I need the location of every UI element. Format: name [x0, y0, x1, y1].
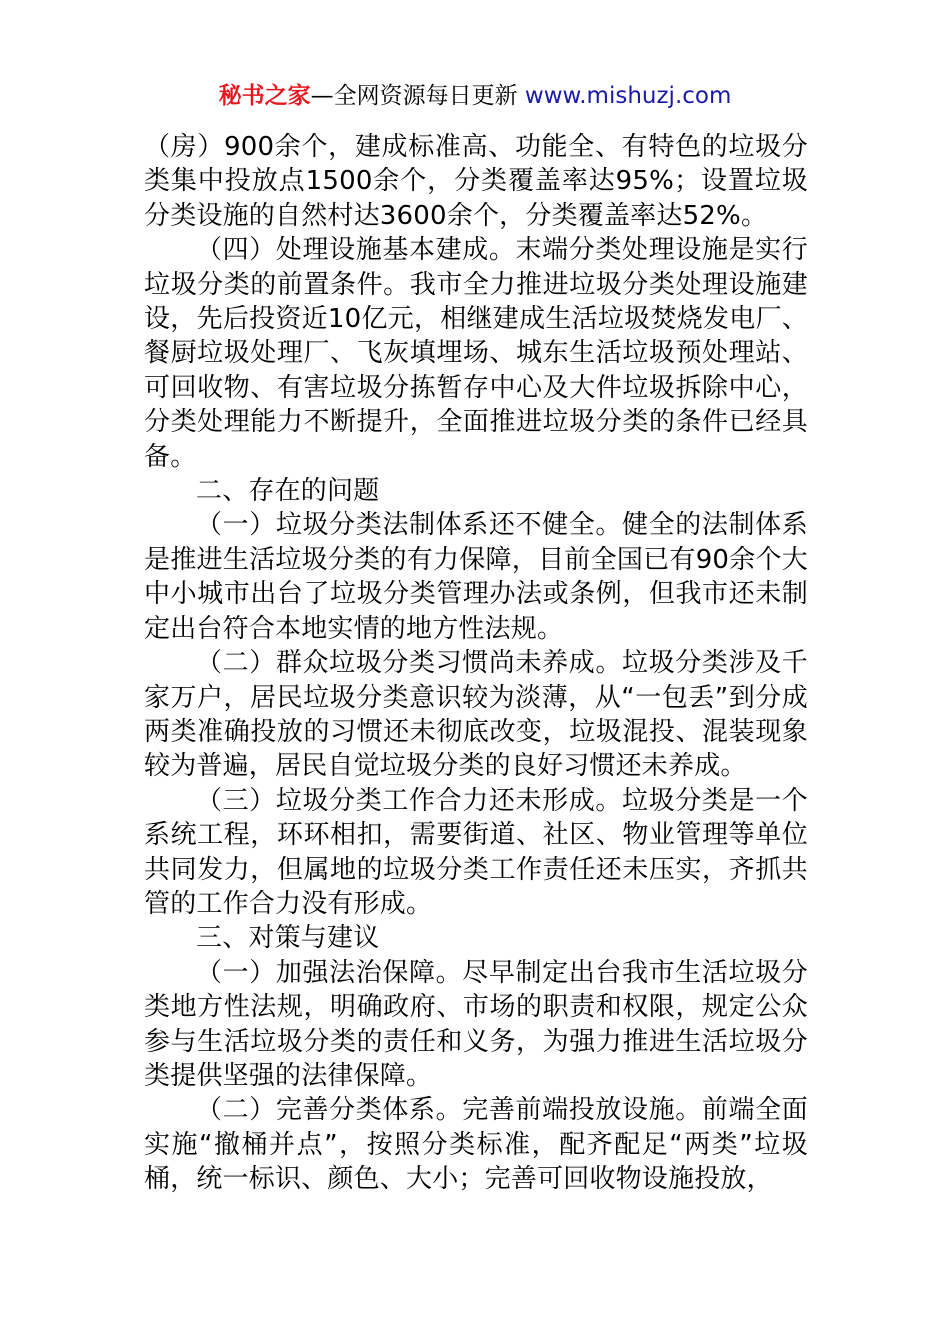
section-heading-suggestions: 三、对策与建议	[196, 923, 380, 954]
section-heading-problems: 二、存在的问题	[196, 476, 380, 507]
paragraph-classification-system: （二）完善分类体系。完善前端投放设施。前端全面实施“撤桶并点”，按照分类标准，配齐配足“两类”垃圾桶，统一标识、颜色、大小；完善可回收物设施投放，	[144, 1095, 808, 1195]
paragraph-continuation: （房）900余个，建成标准高、功能全、有特色的垃圾分类集中投放点1500余个，分类覆盖率达95%；设置垃圾分类设施的自然村达3600余个，分类覆盖率达52%。	[144, 132, 808, 231]
header-tagline: —全网资源每日更新	[310, 83, 525, 109]
paragraph-habits: （二）群众垃圾分类习惯尚未养成。垃圾分类涉及千家万户，居民垃圾分类意识较为淡薄，从“一包丢”到分成两类准确投放的习惯还未彻底改变，垃圾混投、混装现象较为普遍，居民自觉垃圾分类的良好习惯还未养成。	[144, 648, 808, 782]
paragraph-processing-facilities: （四）处理设施基本建成。末端分类处理设施是实行垃圾分类的前置条件。我市全力推进垃圾分类处理设施建设，先后投资近10亿元，相继建成生活垃圾焚烧发电厂、餐厨垃圾处理厂、飞灰填埋场、城东生活垃圾预处理站、可回收物、有害垃圾分拣暂存中心及大件垃圾拆除中心，分类处理能力不断提升，全面推进垃圾分类的条件已经具备。	[144, 235, 808, 472]
paragraph-rule-of-law: （一）加强法治保障。尽早制定出台我市生活垃圾分类地方性法规，明确政府、市场的职责和权限，规定公众参与生活垃圾分类的责任和义务，为强力推进生活垃圾分类提供坚强的法律保障。	[144, 957, 808, 1091]
paragraph-legal-system: （一）垃圾分类法制体系还不健全。健全的法制体系是推进生活垃圾分类的有力保障，目前全国已有90余个大中小城市出台了垃圾分类管理办法或条例，但我市还未制定出台符合本地实情的地方性法规。	[144, 510, 808, 644]
document-body	[144, 130, 808, 1197]
header-site-link[interactable]: www.mishuzj.com	[524, 83, 732, 109]
paragraph-joint-effort: （三）垃圾分类工作合力还未形成。垃圾分类是一个系统工程，环环相扣，需要街道、社区、物业管理等单位共同发力，但属地的垃圾分类工作责任还未压实，齐抓共管的工作合力没有形成。	[144, 785, 808, 919]
header-brand: 秘书之家	[218, 83, 311, 109]
page-header	[0, 80, 950, 112]
